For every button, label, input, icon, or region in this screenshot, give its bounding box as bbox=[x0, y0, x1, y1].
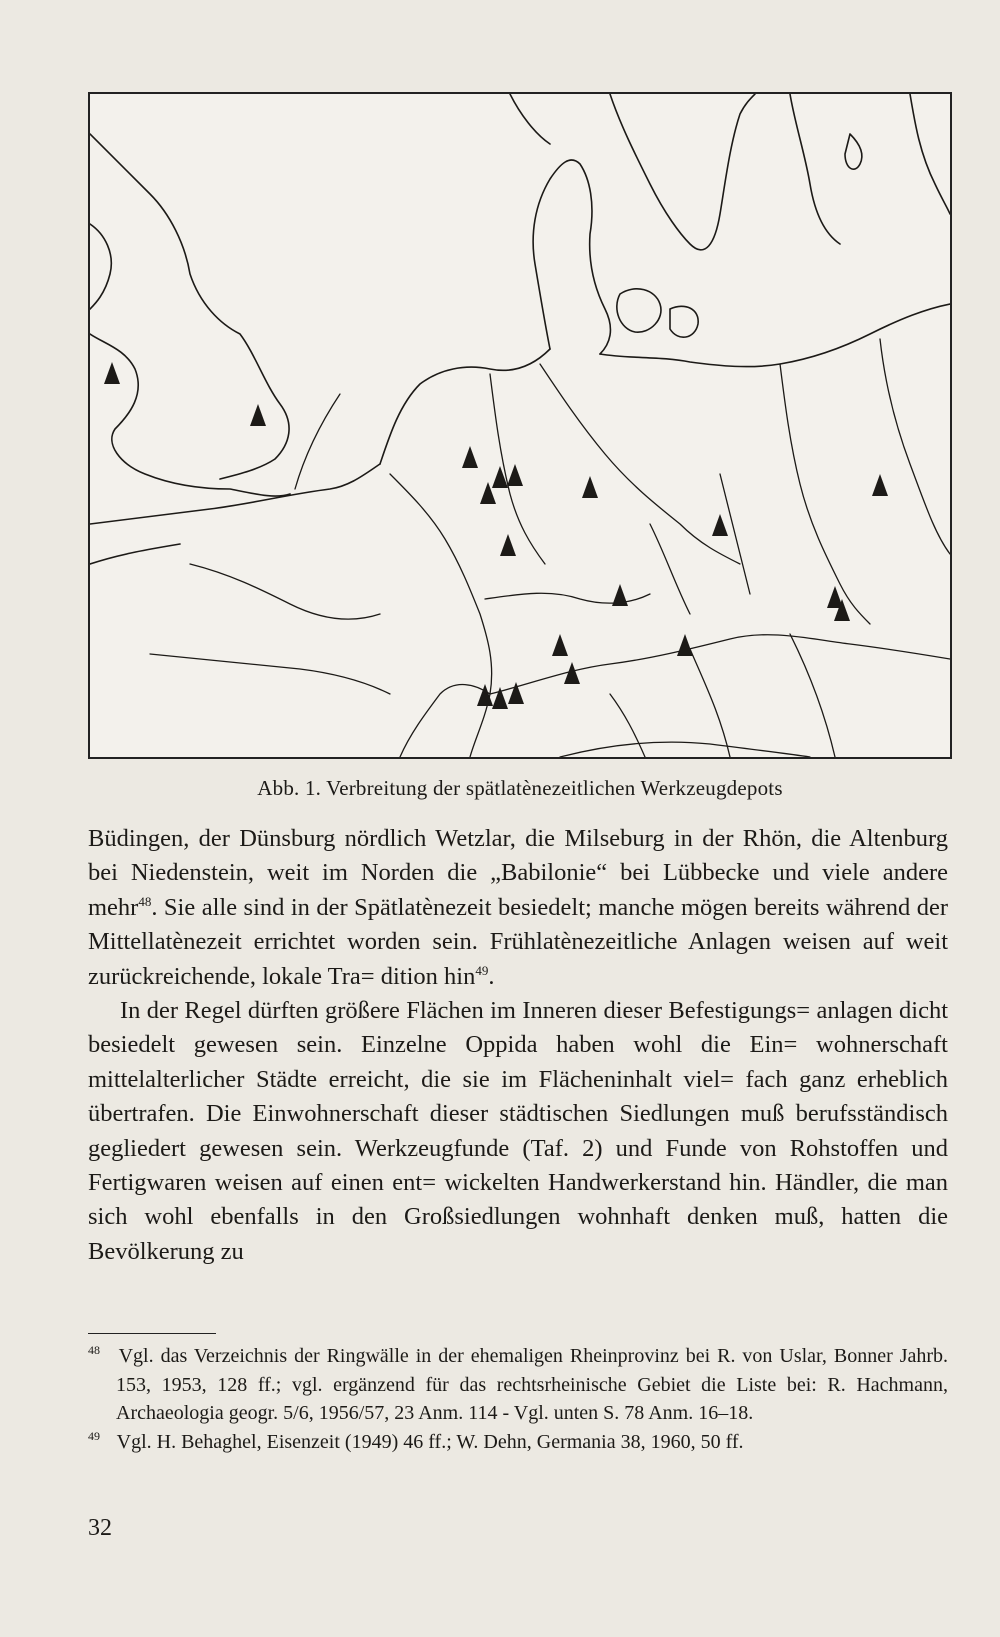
text-line: fach ganz erheblich übertrafen. Die Einwohnerschaft dieser städtischen bbox=[88, 1065, 948, 1128]
text-line: dition hin bbox=[380, 962, 476, 990]
paragraph-2 bbox=[88, 994, 948, 1269]
coastlines bbox=[90, 94, 950, 564]
text-line: . Sie alle sind in der Spätlatènezeit besiedelt; bbox=[151, 893, 592, 921]
triangle-icon bbox=[250, 404, 266, 426]
triangle-icon bbox=[677, 634, 693, 656]
footnote-49: 49 Vgl. H. Behaghel, Eisenzeit (1949) 46 ff.; W. Dehn, Germania 38, 1960, 50 ff. bbox=[88, 1428, 744, 1453]
footnote-line: Vgl. H. Behaghel, Eisenzeit (1949) 46 ff.; W. Dehn, Germania 38, 1960, 50 ff. bbox=[116, 1430, 744, 1453]
text-line: anlagen dicht besiedelt gewesen sein. Einzelne Oppida haben wohl die Ein= bbox=[88, 997, 948, 1059]
footnote-ref-48[interactable]: 48 bbox=[138, 893, 152, 909]
footnote-line: Uslar, Bonner Jahrb. 153, 1953, 128 ff.; vgl. ergänzend für das rechtsrheinische bbox=[116, 1345, 949, 1396]
text-line: In der Regel dürften größere Flächen im Inneren dieser Befestigungs= bbox=[120, 997, 811, 1025]
workshop-depot-markers bbox=[104, 362, 888, 709]
text-line: wohnerschaft mittelalterlicher Städte erreicht, die sie im Flächeninhalt viel= bbox=[88, 1031, 948, 1093]
rivers bbox=[150, 339, 950, 757]
text-line: Siedlungen muß berufsständisch gegliedert gewesen sein. Werkzeugfunde bbox=[88, 1100, 949, 1162]
figure-caption: Abb. 1. Verbreitung der spätlatènezeitlichen Werkzeugdepots bbox=[257, 776, 783, 800]
triangle-icon bbox=[582, 476, 598, 498]
footnote-ref-49[interactable]: 49 bbox=[475, 962, 489, 978]
text-line: Büdingen, der Dünsburg nördlich Wetzlar, die Milseburg in der Rhön, die bbox=[88, 825, 842, 852]
footnote-divider bbox=[88, 1333, 216, 1334]
footnote-line: Anm. 114 - Vgl. unten S. 78 Anm. 16–18. bbox=[418, 1402, 754, 1424]
footnotes bbox=[88, 1342, 948, 1456]
page-number: 32 bbox=[88, 1515, 112, 1541]
text-line: manche mögen bereits während der Mittellatènezeit errichtet worden sein. bbox=[88, 893, 948, 956]
triangle-icon bbox=[500, 534, 516, 556]
footnote-line: Gebiet die Liste bei: R. Hachmann, Archaeologia geogr. 5/6, 1956/57, 23 bbox=[116, 1373, 948, 1424]
triangle-icon bbox=[507, 464, 523, 486]
triangle-icon bbox=[712, 514, 728, 536]
triangle-icon bbox=[872, 474, 888, 496]
main-text bbox=[88, 822, 948, 1269]
triangle-icon bbox=[612, 584, 628, 606]
text-line: (Taf. 2) und Funde von Rohstoffen und Fertigwaren weisen auf einen ent= bbox=[88, 1134, 949, 1197]
text-line: und viele andere mehr bbox=[88, 859, 948, 921]
text-line: Frühlatènezeitliche Anlagen weisen auf weit zurückreichende, lokale Tra= bbox=[88, 928, 948, 990]
distribution-map bbox=[88, 92, 952, 759]
text-line: wickelten Handwerkerstand hin. Händler, die man sich wohl ebenfalls in bbox=[88, 1169, 948, 1231]
footnote-line: Vgl. das Verzeichnis der Ringwälle in der ehemaligen Rheinprovinz bei R. von bbox=[118, 1345, 773, 1367]
text-line: den Großsiedlungen wohnhaft denken muß, hatten die Bevölkerung zu bbox=[88, 1203, 949, 1265]
text-line: . bbox=[488, 962, 495, 990]
map-svg bbox=[90, 94, 950, 757]
paragraph-1 bbox=[88, 822, 948, 994]
footnote-48: 48 Vgl. das Verzeichnis der Ringwälle in der ehemaligen Rheinprovinz bei R. von Uslar, Bonner Jahrb. 153, 1953, 128 ff.; vgl. ergänzend für das rechtsrheinische Gebiet die Liste bei: R. Hachmann, Archaeologia geogr. 5/6, 1956/57, 23 Anm. 114 - Vgl. unten S. 78 Anm. 16–18. bbox=[88, 1343, 949, 1424]
triangle-icon bbox=[462, 446, 478, 468]
triangle-icon bbox=[552, 634, 568, 656]
triangle-icon bbox=[104, 362, 120, 384]
text-line: Altenburg bei Niedenstein, weit im Norden die „Babilonie“ bei Lübbecke bbox=[88, 825, 948, 887]
